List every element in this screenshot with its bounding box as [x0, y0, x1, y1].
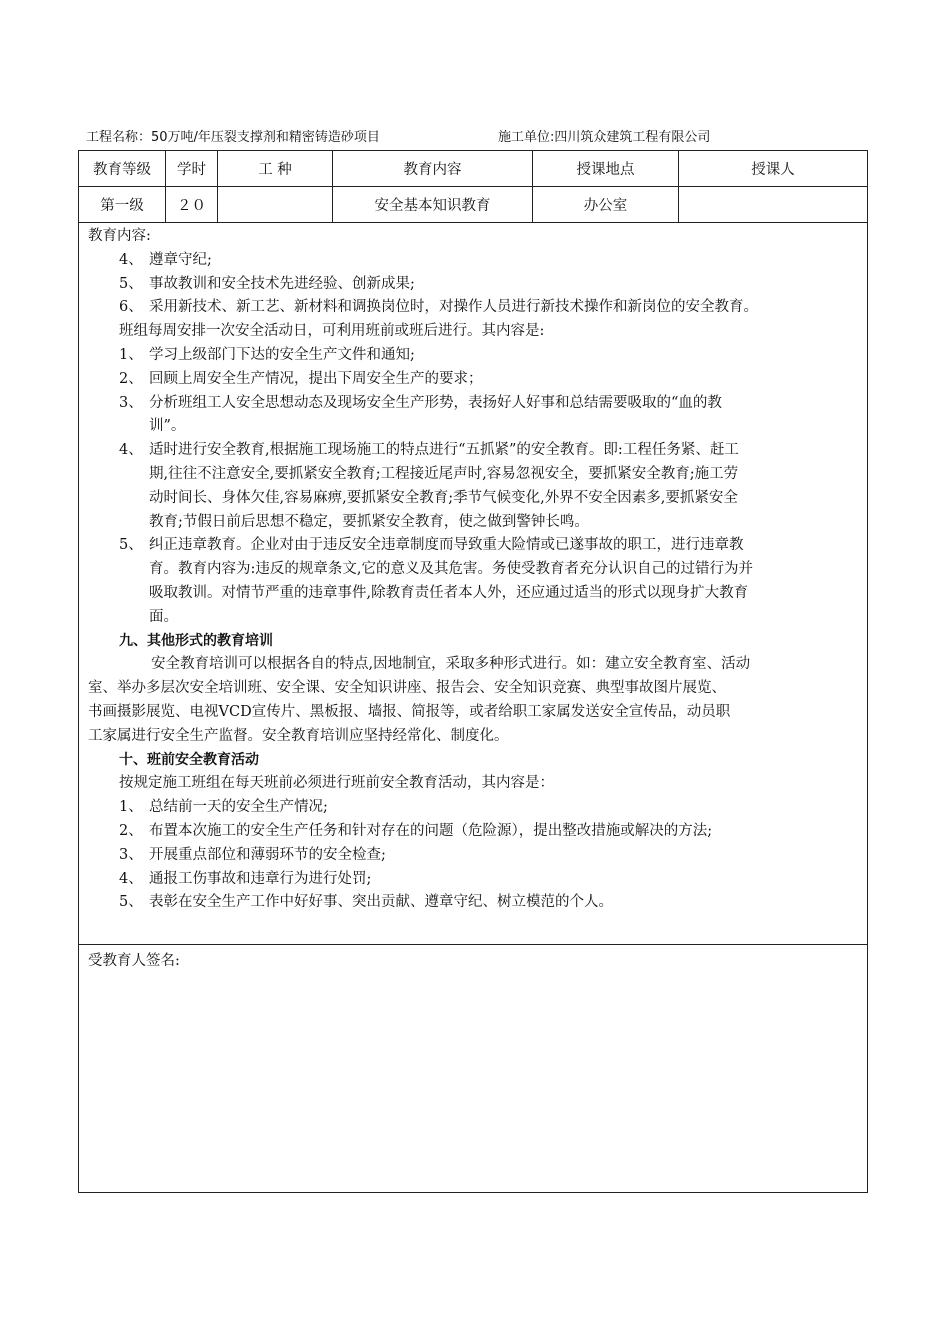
list-item [88, 891, 864, 915]
cell-education-level: 第一级 [79, 187, 166, 222]
list-item [88, 844, 864, 868]
list-item [88, 796, 864, 820]
contractor-name: 施工单位:四川筑众建筑工程有限公司 [498, 130, 711, 145]
item-text: 回顾上周安全生产情况，提出下周安全生产的要求； [149, 370, 483, 387]
list-item [88, 392, 864, 440]
content-label: 教育内容: [88, 228, 151, 244]
list-item [88, 534, 864, 629]
section-9-text: 安全教育培训可以根据各自的特点,因地制宜，采取多种形式进行。如：建立安全教育室、活动 [151, 656, 751, 673]
item-text: 通报工伤事故和违章行为进行处罚; [149, 870, 372, 887]
table-header-row [79, 151, 867, 187]
item-number: 5、 [119, 894, 143, 911]
weekly-activity-intro: 班组每周安排一次安全活动日，可利用班前或班后进行。其内容是: [119, 323, 545, 340]
item-text: 面。 [149, 608, 178, 625]
list-item [88, 368, 864, 392]
cell-education-content: 安全基本知识教育 [333, 187, 533, 222]
item-text: 教育;节假日前后思想不稳定，要抓紧安全教育，使之做到警钟长鸣。 [149, 513, 589, 530]
cell-hours: ２０ [166, 187, 218, 222]
list-item [88, 868, 864, 892]
item-number: 4、 [119, 251, 143, 268]
section-10-intro: 按规定施工班组在每天班前必须进行班前安全教育活动，其内容是： [119, 775, 554, 792]
item-text: 开展重点部位和薄弱环节的安全检查; [149, 846, 386, 863]
item-text: 总结前一天的安全生产情况; [149, 799, 328, 816]
project-name: 工程名称：50万吨/年压裂支撑剂和精密铸造砂项目 [86, 130, 380, 145]
item-number: 4、 [119, 442, 143, 459]
list-item [88, 344, 864, 368]
page-header [86, 126, 866, 146]
item-text: 表彰在安全生产工作中好好事、突出贡献、遵章守纪、树立模范的个人。 [149, 894, 613, 911]
item-number: 5、 [119, 275, 143, 292]
item-number: 3、 [119, 846, 143, 863]
col-education-content: 教育内容 [333, 151, 533, 186]
item-number: 5、 [119, 537, 143, 554]
item-text: 适时进行安全教育,根据施工现场施工的特点进行“五抓紧”的安全教育。即:工程任务紧、赶工 [149, 442, 739, 459]
item-text: 育。教育内容为:违反的规章条文,它的意义及其危害。务使受教育者充分认识自己的过错行为并 [149, 561, 753, 578]
item-number: 4、 [119, 870, 143, 887]
section-9-title: 九、其他形式的教育培训 [119, 632, 273, 649]
col-education-level: 教育等级 [79, 151, 166, 186]
col-trade: 工 种 [218, 151, 333, 186]
list-item [88, 296, 864, 320]
cell-instructor [679, 187, 867, 222]
item-text: 期,往往不注意安全,要抓紧安全教育;工程接近尾声时,容易忽视安全，要抓紧安全教育;施工劳 [149, 465, 739, 482]
section-9-text: 书画摄影展览、电视VCD宣传片、黑板报、墙报、简报等，或者给职工家属发送安全宣传品，动员职 [88, 703, 731, 720]
item-number: 3、 [119, 394, 143, 411]
item-number: 2、 [119, 822, 143, 839]
list-item [88, 249, 864, 273]
cell-location: 办公室 [533, 187, 679, 222]
item-text: 学习上级部门下达的安全生产文件和通知; [149, 346, 415, 363]
item-text: 采用新技术、新工艺、新材料和调换岗位时，对操作人员进行新技术操作和新岗位的安全教育。 [149, 299, 758, 316]
section-9-text: 室、举办多层次安全培训班、安全课、安全知识讲座、报告会、安全知识竞赛、典型事故图片展览、 [88, 680, 726, 697]
col-instructor: 授课人 [751, 162, 795, 178]
item-text: 吸取教训。对情节严重的违章事件,除教育责任者本人外，还应通过适当的形式以现身扩大教育 [149, 584, 749, 601]
col-hours: 学时 [166, 151, 218, 186]
item-text: 事故教训和安全技术先进经验、创新成果; [149, 275, 415, 292]
item-text: 动时间长、身体欠佳,容易麻痹,要抓紧安全教育;季节气候变化,外界不安全因素多,要抓紧安全 [149, 489, 738, 506]
education-record-table [78, 150, 868, 1193]
list-item [88, 273, 864, 297]
item-text: 遵章守纪; [149, 251, 212, 268]
section-9-text: 工家属进行安全生产监督。安全教育培训应坚持经常化、制度化。 [88, 727, 509, 744]
item-number: 1、 [119, 799, 143, 816]
cell-trade [218, 187, 333, 222]
section-10-title: 十、班前安全教育活动 [119, 751, 259, 768]
item-number: 6、 [119, 299, 143, 316]
item-text: 布置本次施工的安全生产任务和针对存在的问题（危险源），提出整改措施或解决的方法; [149, 822, 713, 839]
signature-label: 受教育人签名: [88, 953, 180, 969]
item-text: 训”。 [149, 418, 186, 435]
table-row [79, 187, 867, 223]
item-text: 分析班组工人安全思想动态及现场安全生产形势，表扬好人好事和总结需要吸取的“血的教 [149, 394, 722, 411]
list-item [88, 820, 864, 844]
education-content-section [79, 223, 867, 945]
col-location: 授课地点 [533, 151, 679, 186]
item-text: 纠正违章教育。企业对由于违反安全违章制度而导致重大险情或已遂事故的职工，进行违章教 [149, 537, 744, 554]
item-number: 2、 [119, 370, 143, 387]
item-number: 1、 [119, 346, 143, 363]
list-item [88, 439, 864, 534]
